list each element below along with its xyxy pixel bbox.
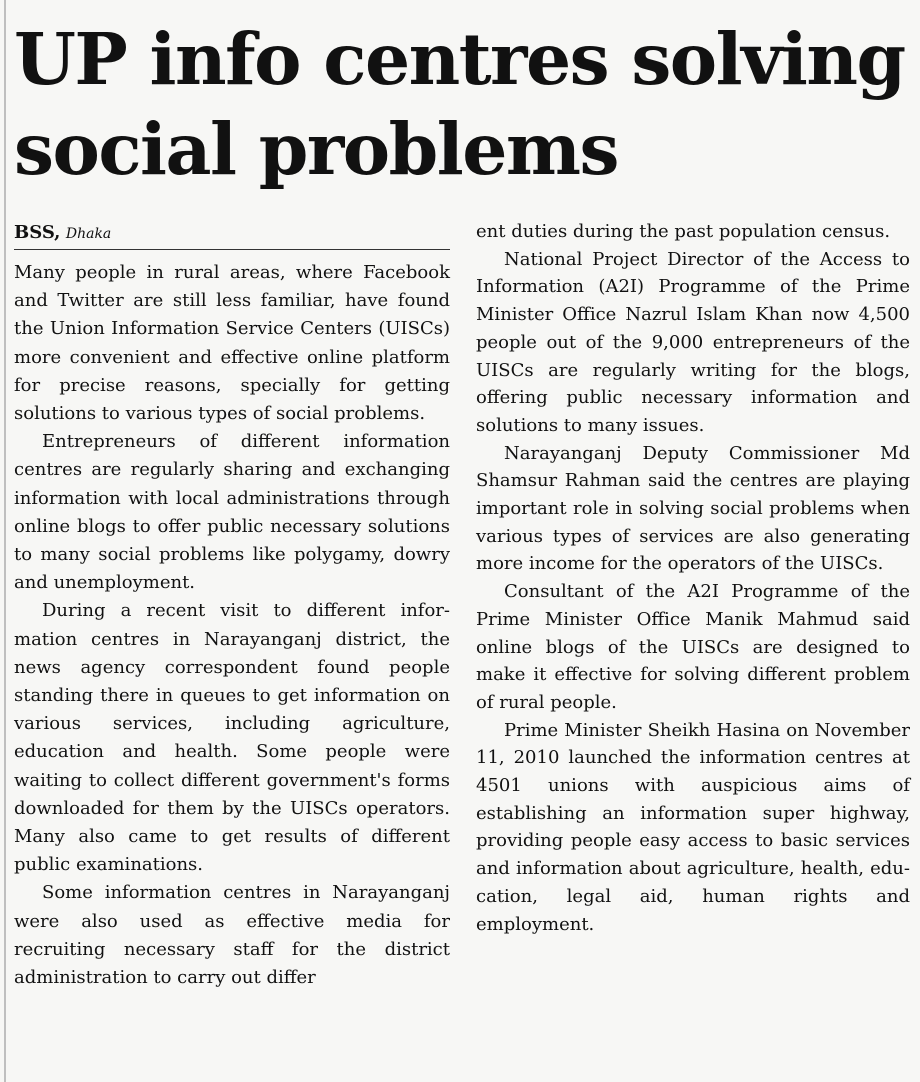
paragraph: Many people in rural areas, where Facebook and Twitter are still less familiar, have found the Union Information Service Centers (UISCs) more convenient and effective online platform for precise reasons, specially for getting solutions to various types of social problems. (14, 262, 450, 425)
paragraph-continued: ent duties during the past population census. (476, 221, 891, 242)
right-column (476, 218, 910, 938)
byline-agency: BSS, (14, 222, 61, 243)
byline (14, 222, 450, 250)
byline-place: Dhaka (65, 226, 112, 242)
left-column (14, 222, 450, 992)
paragraph: Entrepreneurs of different information centres are regularly sharing and exchanging information with local administrations through online blogs to offer public necessary solutions to many social problems like polygamy, dowry and unemployment. (14, 431, 450, 594)
paragraph: During a recent visit to different information centres in Narayanganj district, the news agency correspondent found people standing there in queues to get information on various services, including agriculture, education and health. Some people were waiting to collect different government's forms downloaded for them by the UISCs operators. Many also came to get results of different public examinations. (14, 600, 450, 876)
paragraph: Some information centres in Narayanganj were also used as effective media for recruiting necessary staff for the district administration to carry out differ (14, 882, 450, 989)
paragraph: Narayanganj Deputy Commissioner Md Shamsur Rahman said the centres are playing important role in solving social problems when various types of services are also generating more income for the operators of the UISCs. (476, 442, 910, 575)
paragraph: Consultant of the A2I Programme of the Prime Minister Office Manik Mahmud said online blogs of the UISCs are designed to make it effective for solving different problem of rural people. (476, 581, 910, 713)
paragraph: Prime Minister Sheikh Hasina on November 11, 2010 launched the information centres at 4501 unions with auspicious aims of establishing an information super highway, providing people easy access to basic services and information about agriculture, health, education, legal aid, human rights and employment. (476, 719, 910, 935)
column-rule (4, 0, 6, 1082)
paragraph: National Project Director of the Access to Information (A2I) Programme of the Prime Minister Office Nazrul Islam Khan now 4,500 people out of the 9,000 entrepreneurs of the UISCs are regularly writing for the blogs, offering public necessary information and solutions to many issues. (476, 248, 910, 436)
headline: UP info centres solving social problems (14, 17, 905, 191)
